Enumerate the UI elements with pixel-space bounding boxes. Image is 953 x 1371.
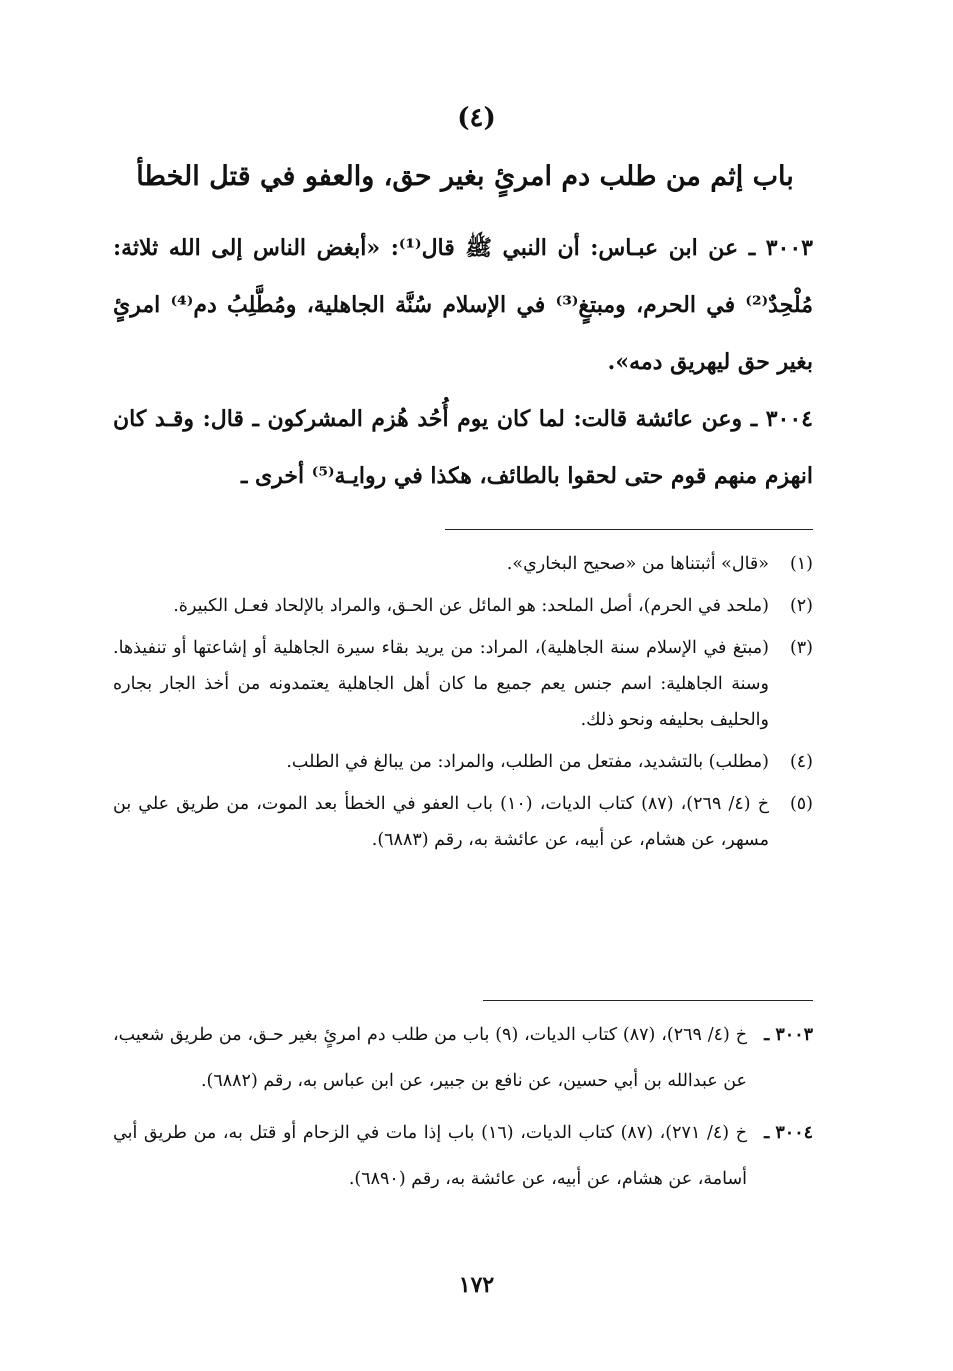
footnote-mark: (٥) [789,794,813,814]
footnote-4 [113,744,813,780]
takhrij-divider [483,1000,813,1001]
footnote-text: خ (٤/ ٢٦٩)، (٨٧) كتاب الديات، (١٠) باب العفو في الخطأ بعد الموت، من طريق علي بن مسهر، عن هشام، عن أبيه، عن عائشة به، رقم (٦٨٨٣). [113,794,769,850]
hadith-number: ٣٠٠٤ ـ [750,406,813,432]
footnote-text: (ملحد في الحرم)، أصل الملحد: هو المائل عن الحـق، والمراد بالإلحاد فعـل الكبيرة. [173,596,769,616]
hadith-3003 [113,220,813,391]
footnote-mark: (٤) [789,752,813,772]
hadith-number: ٣٠٠٣ ـ [748,235,813,261]
footnote-mark: (١) [789,554,813,574]
chapter-title: باب إثم من طلب دم امرئٍ بغير حق، والعفو في قتل الخطأ [136,161,794,192]
footnote-2 [113,588,813,624]
takhrij-number: ٣٠٠٣ ـ [764,1025,813,1045]
footnote-text: (مبتغ في الإسلام سنة الجاهلية)، المراد: من يريد بقاء سيرة الجاهلية أو إشاعتها أو تنفيذها. وسنة الجاهلية: اسم جنس يعم جميع ما كان أهل الجاهلية يعتمدونه من أخذ الجار بجاره والحليف بحليفه ونحو ذلك. [113,638,769,730]
section-number: (٤) [457,103,496,133]
hadith-text: عن ابن عبـاس: أن النبي ﷺ قال⁽¹⁾: «أبغض الناس إلى الله ثلاثة: مُلْحِدٌ⁽²⁾ في الحرم، ومبتغٍ⁽³⁾ في الإسلام سُنَّة الجاهلية، ومُطَّلِبُ دم⁽⁴⁾ امرئٍ بغير حق ليهريق دمه». [113,235,813,375]
footnote-1 [113,546,813,582]
footnote-divider [445,529,813,530]
footnotes [113,546,813,864]
takhrij-3003 [113,1012,813,1104]
hadith-3004 [113,391,813,505]
takhrij-text: خ (٤/ ٢٦٩)، (٨٧) كتاب الديات، (٩) باب من طلب دم امرئٍ بغير حـق، من طريق شعيب، عن عبدالله بن أبي حسين، عن نافع بن جبير، عن ابن عباس به، رقم (٦٨٨٢). [113,1025,747,1091]
footnote-text: «قال» أثبتناها من «صحيح البخاري». [506,554,769,574]
footnote-mark: (٣) [789,638,813,658]
takhrij-number: ٣٠٠٤ ـ [764,1123,813,1143]
hadith-text: وعن عائشة قالت: لما كان يوم أُحُد هُزم المشركون ـ قال: وقـد كان انهزم منهم قوم حتى لحقوا بالطائف، هكذا في روايـة⁽⁵⁾ أخرى ـ [113,406,813,489]
footnote-5 [113,786,813,858]
footnote-text: (مطلب) بالتشديد، مفتعل من الطلب، والمراد: من يبالغ في الطلب. [286,752,769,772]
page-number: ١٧٢ [458,1272,495,1298]
takhrij-section [113,1012,813,1208]
takhrij-3004 [113,1110,813,1202]
footnote-3 [113,630,813,738]
footnote-mark: (٢) [789,596,813,616]
takhrij-text: خ (٤/ ٢٧١)، (٨٧) كتاب الديات، (١٦) باب إذا مات في الزحام أو قتل به، من طريق أبي أسامة، عن هشام، عن أبيه، عن عائشة به، رقم (٦٨٩٠). [113,1123,748,1189]
